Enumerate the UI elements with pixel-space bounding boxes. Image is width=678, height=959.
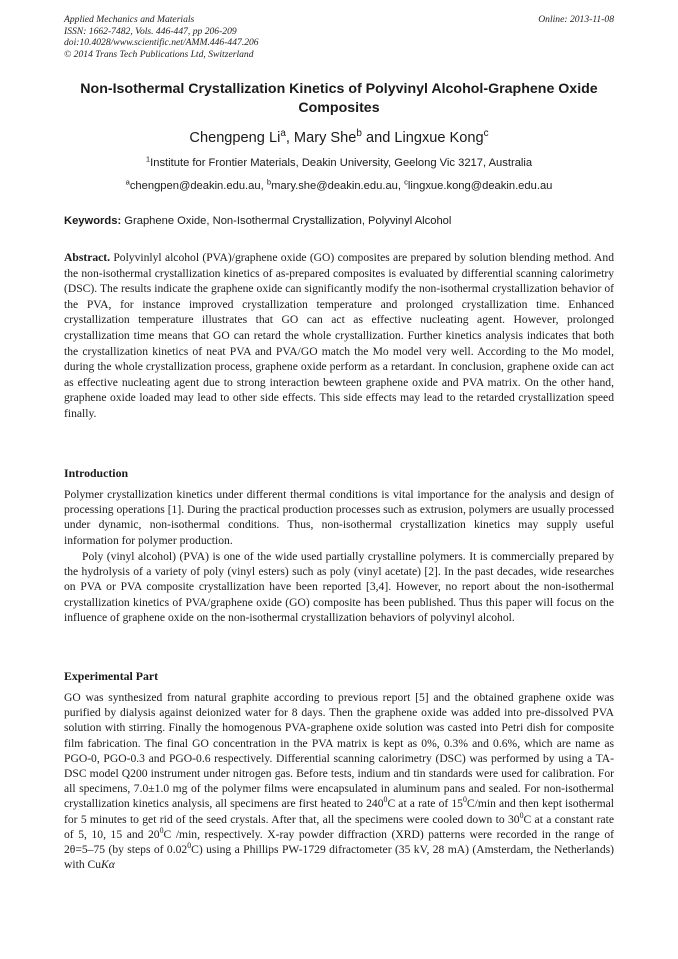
email-sup: c bbox=[404, 177, 408, 187]
paragraph-text: C at a constant rate of 5, 10, 15 and 20 bbox=[64, 812, 614, 841]
author-list bbox=[64, 129, 614, 147]
paragraph-text: C /min, respectively. X-ray powder diffraction (XRD) patterns were recorded in the range of 2θ=5–75 (by steps of 0.02 bbox=[64, 827, 614, 857]
journal-header bbox=[64, 14, 259, 60]
abstract-label: Abstract. bbox=[64, 251, 111, 264]
author-name: Chengpeng Li bbox=[189, 130, 281, 146]
doi-line: doi:10.4028/www.scientific.net/AMM.446-447.206 bbox=[64, 37, 259, 49]
paragraph-text: C/min and then kept isothermal for 5 minutes to get rid of the seed crystals. After that, all the specimens were cooled down to 30 bbox=[64, 797, 614, 826]
degree-sup: 0 bbox=[462, 795, 467, 805]
italic-symbol: Kα bbox=[101, 858, 115, 872]
degree-sup: 0 bbox=[187, 841, 192, 851]
abstract-text: Polyvinlyl alcohol (PVA)/graphene oxide (GO) composites are prepared by solution blending method. And the non-isothermal crystallization kinetics of as-prepared composites is evaluated by differential scanning calorimetry (DSC). The results indicate the graphene oxide can significantly modify the non-isothermal crystallization behavior of the PVA, for instance improved crystallization temperature and prolonged crystallization time. Enhanced crystallization temperature illustrates that GO can act as effective nucleating agent. However, prolonged crystallization time means that GO can retard the whole crystallization. Further kinetics analysis indicates that both the crystallization kinetics of neat PVA and PVA/GO match the Mo model very well. According to the Mo model, during the whole crystallization process, graphene oxide perform as a retardant. In conclusion, graphene oxide can act as effective nucleating agent due to strong interaction bewteen graphene oxide and PVA matrix. On the other hand, graphene oxide loaded may lead to other side effects. This side effects may lead to the retarded crystallization speed finally. bbox=[64, 251, 614, 420]
intro-paragraph-2: Poly (vinyl alcohol) (PVA) is one of the wide used partially crystalline polymers. It is commercially prepared by the hydrolysis of a variety of poly (vinyl esters) such as poly (vinyl acetate) [2]. In the past decades, wide researches on PVA or PVA composite crystallization have been reported [3,4]. However, no report about the non-isothermal crystallization kinetics of PVA/graphene oxide (GO) composite has been published. Thus this paper will focus on the influence of graphene oxide on the non-isothermal crystallization behaviors of polyvinyl alcohol. bbox=[64, 550, 614, 624]
author-sup: c bbox=[483, 128, 489, 140]
email-sup: b bbox=[266, 177, 272, 187]
paper-title: Non-Isothermal Crystallization Kinetics of Polyvinyl Alcohol-Graphene Oxide Composites bbox=[80, 81, 598, 116]
author-name: and Lingxue Kong bbox=[361, 130, 484, 146]
paragraph-text: C at a rate of 15 bbox=[387, 797, 463, 811]
email-text: lingxue.kong@deakin.edu.au bbox=[407, 180, 553, 192]
abstract bbox=[64, 250, 614, 422]
email-text: chengpen@deakin.edu.au, bbox=[129, 180, 267, 192]
intro-paragraph-1: Polymer crystallization kinetics under different thermal conditions is vital importance for the analysis and design of processing operations [1]. During the practical production processes such as extrusion, polymers are usually processed under dynamic, non-isothermal conditions. Thus, non-isothermal crystallization kinetics may supply useful information for polymer production. bbox=[64, 488, 614, 547]
experimental-paragraph bbox=[64, 690, 614, 872]
degree-sup: 0 bbox=[159, 825, 164, 835]
issn-line: ISSN: 1662-7482, Vols. 446-447, pp 206-209 bbox=[64, 25, 237, 37]
degree-sup: 0 bbox=[383, 795, 388, 805]
email-sup: a bbox=[125, 177, 130, 187]
degree-sup: 0 bbox=[519, 810, 524, 820]
section-heading-experimental: Experimental Part bbox=[64, 669, 159, 683]
author-sup: b bbox=[356, 128, 362, 140]
copyright-line: © 2014 Trans Tech Publications Ltd, Switzerland bbox=[64, 48, 254, 60]
online-date: Online: 2013-11-08 bbox=[538, 14, 614, 25]
affiliation-text: Institute for Frontier Materials, Deakin University, Geelong Vic 3217, Australia bbox=[150, 157, 533, 169]
keywords-text: Graphene Oxide, Non-Isothermal Crystallization, Polyvinyl Alcohol bbox=[121, 215, 452, 227]
section-heading-introduction: Introduction bbox=[64, 466, 129, 480]
journal-name: Applied Mechanics and Materials bbox=[64, 14, 195, 25]
keywords-label: Keywords: bbox=[64, 215, 122, 227]
email-text: mary.she@deakin.edu.au, bbox=[271, 180, 405, 192]
author-sup: a bbox=[280, 128, 286, 140]
paragraph-text: C) using a Phillips PW-1729 difractometer (35 kV, 28 mA) (Amsterdam, the Netherlands) with Cu bbox=[64, 843, 614, 872]
paragraph-text: GO was synthesized from natural graphite according to previous report [5] and the obtained graphene oxide was purified by dialysis against deionized water for 8 days. Then the graphene oxide was added into pre-dissolved PVA solution with stirring. Finally the homogenous PVA-graphene oxide solution was casted into Petri dish for composite film fabrication. The final GO concentration in the PVA matrix is kept as 0%, 0.3% and 0.6%, which are name as PGO-0, PGO-0.3 and PGO-0.6 respectively. Differential scanning calorimetry (DSC) was performed by using a TA-DSC model Q200 instrument under nitrogen gas. Before tests, indium and tin standards were used for calibration. For all specimens, 7.0±1.0 mg of the polymer films were encapsulated in aluminum pans and sealed. For non-isothermal crystallization kinetics analysis, all specimens are first heated to 240 bbox=[64, 691, 614, 811]
keywords bbox=[64, 214, 614, 228]
email-list bbox=[64, 179, 614, 193]
affiliation bbox=[64, 156, 614, 170]
author-name: , Mary She bbox=[285, 130, 357, 146]
affiliation-sup: 1 bbox=[145, 154, 151, 164]
